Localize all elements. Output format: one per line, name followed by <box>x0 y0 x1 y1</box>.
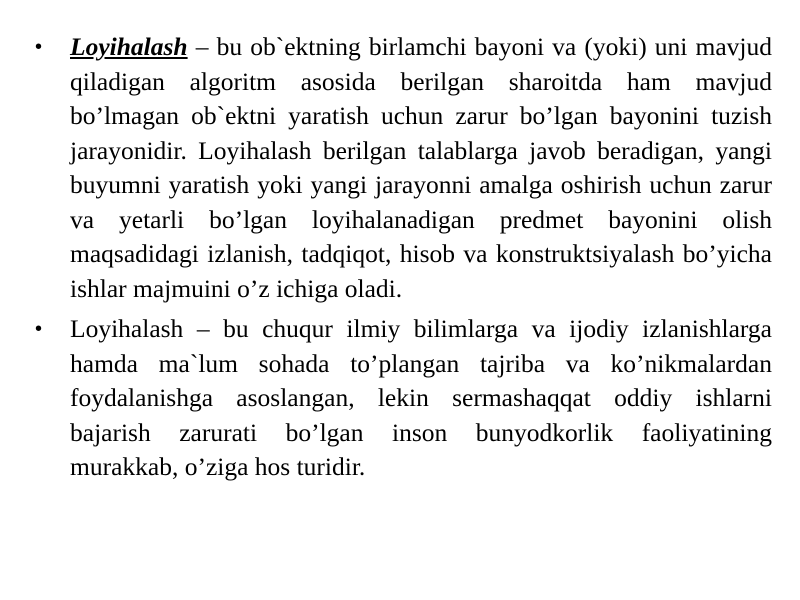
defined-term: Loyihalash <box>70 32 188 61</box>
bullet-icon: • <box>35 318 43 340</box>
bullet-item-description <box>30 312 772 485</box>
bullet-text: Loyihalash – bu chuqur ilmiy bilimlarga va ijodiy izlanishlarga hamda ma`lum sohada to’plangan tajriba va ko’nikmalardan foydalanishga asoslangan, lekin sermashaqqat oddiy ishlarni bajarish zarurati bo’lgan inson bunyodkorlik faoliyatining murakkab, o’ziga hos turidir. <box>70 314 772 481</box>
bullet-list <box>30 30 772 491</box>
bullet-item-definition <box>30 30 772 306</box>
bullet-text: – bu ob`ektning birlamchi bayoni va (yoki) uni mavjud qiladigan algoritm asosida berilgan sharoitda ham mavjud bo’lmagan ob`ektni yaratish uchun zarur bo’lgan bayonini tuzish jarayonidir. Loyihalash berilgan talablarga javob beradigan, yangi buyumni yaratish yoki yangi jarayonni amalga oshirish uchun zarur va yetarli bo’lgan loyihalanadigan predmet bayonini olish maqsadidagi izlanish, tadqiqot, hisob va konstruktsiyalash bo’yicha ishlar majmuini o’z ichiga oladi. <box>70 32 772 303</box>
bullet-icon: • <box>35 36 43 58</box>
